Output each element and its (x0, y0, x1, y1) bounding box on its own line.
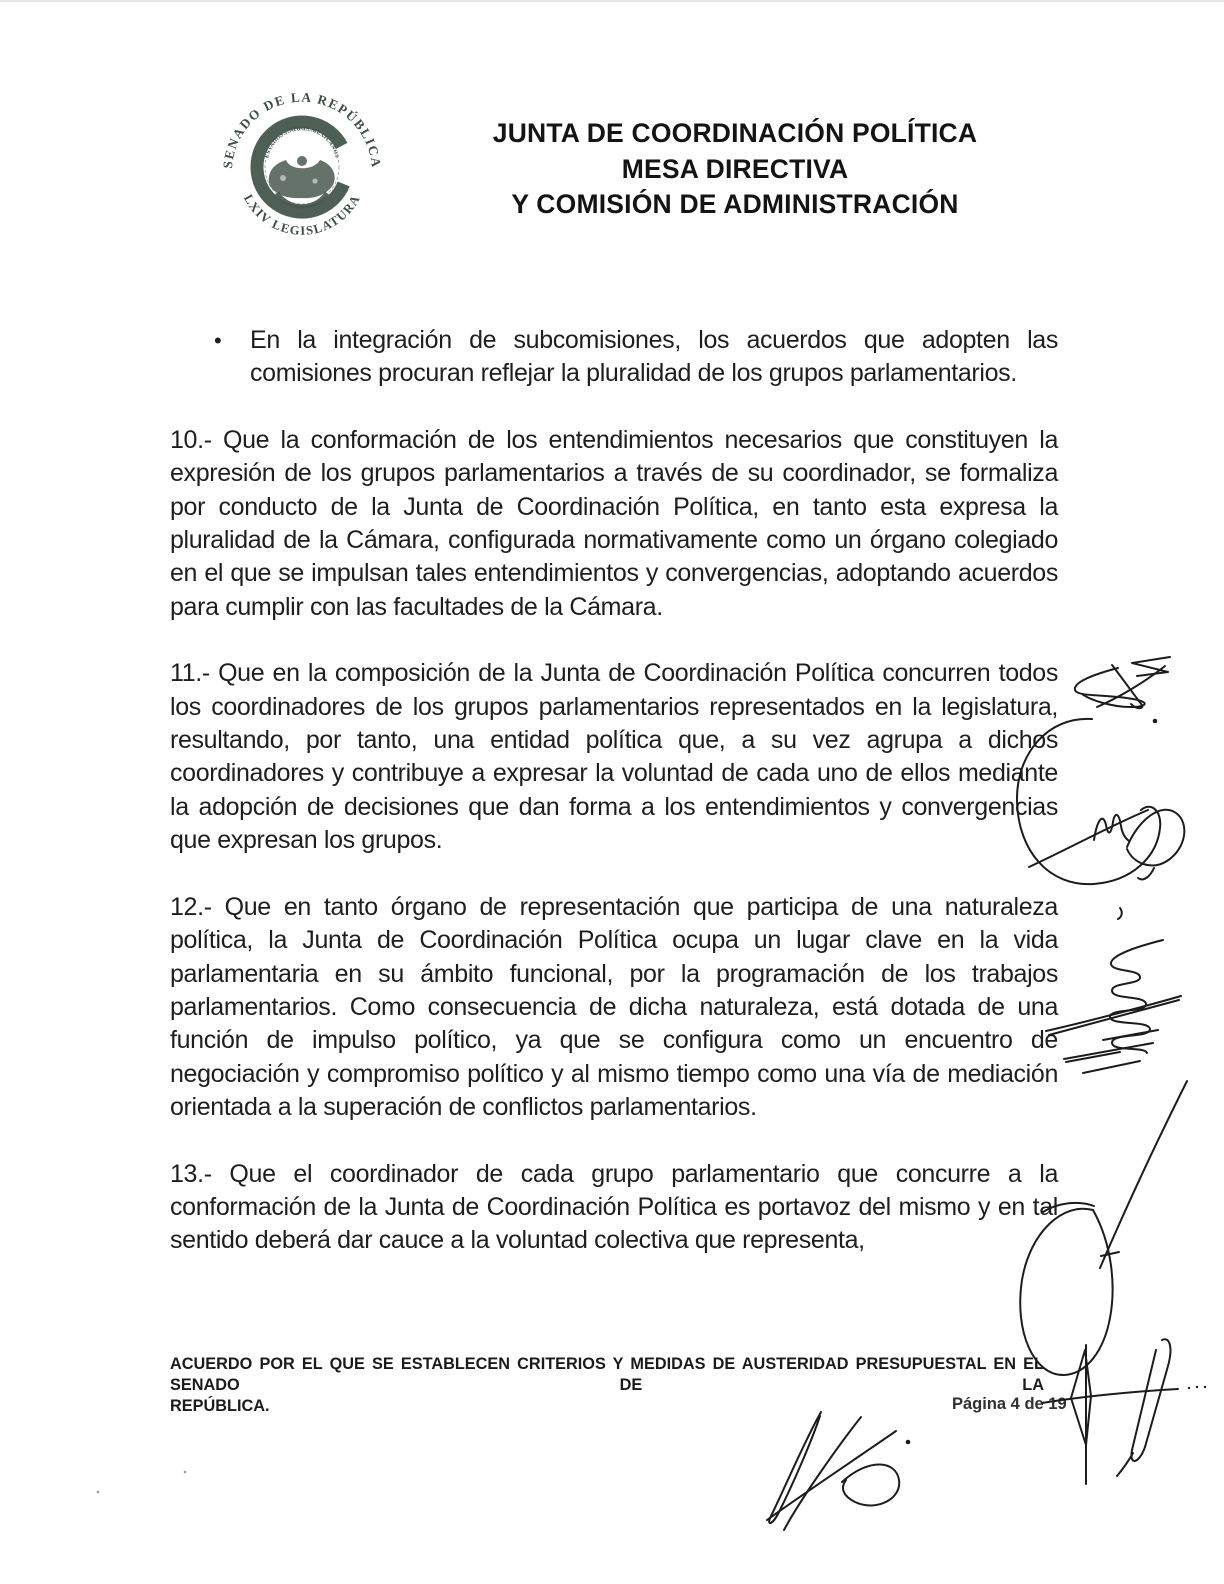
title-line-2: MESA DIRECTIVA (621, 153, 849, 184)
footer-note (170, 1354, 1044, 1417)
footer-note-line-1: ACUERDO POR EL QUE SE ESTABLECEN CRITERIOS Y MEDIDAS DE AUSTERIDAD PRESUPUESTAL EN EL SENADO DE LA (170, 1355, 1044, 1394)
paragraph-13: 13.- Que el coordinador de cada grupo parlamentario que concurre a la conformación de la Junta de Coordinación Política es portavoz del mismo y en tal sentido deberá dar cauce a la voluntad colectiva que representa, (170, 1159, 1058, 1255)
senate-seal-graphic (211, 82, 393, 244)
title-line-3: Y COMISIÓN DE ADMINISTRACIÓN (511, 189, 959, 219)
senate-seal (211, 82, 393, 244)
scan-edge-artifact (0, 0, 1224, 2)
signature-star-bottom-center (767, 1412, 910, 1530)
bullet-marker: • (214, 328, 222, 353)
page-number: Página 4 de 19 (952, 1395, 1067, 1413)
document-body (170, 324, 1058, 1258)
seal-top-arc-text: SENADO DE LA REPÚBLICA (219, 89, 385, 170)
title-line-1: JUNTA DE COORDINACIÓN POLÍTICA (492, 118, 978, 148)
bullet-item-text: En la integración de subcomisiones, los acuerdos que adopten las comisiones procuran reflejar la pluralidad de los grupos parlamentarios. (250, 326, 1058, 388)
scan-speck-marks (97, 1471, 187, 1494)
signature-zigzag-right (1046, 940, 1181, 1073)
paragraph-12: 12.- Que en tanto órgano de representación que participa de una naturaleza política, la Junta de Coordinación Política ocupa un lugar clave en la vida parlamentaria en su ámbito funcional, por la programación de los trabajos parlamentarios. Como consecuencia de dicha naturaleza, está dotada de una función de impulso político, ya que se configura como un encuentro de negociación y compromiso político y al mismo tiempo como una vía de mediación orientada a la superación de conflictos parlamentarios. (170, 892, 1058, 1122)
document-title (404, 116, 1066, 223)
paragraph-10: 10.- Que la conformación de los entendimientos necesarios que constituyen la expresión de los grupos parlamentarios a través de su coordinador, se formaliza por conducto de la Junta de Coordinación Política, en tanto esta expresa la pluralidad de la Cámara, configurada normativamente como un órgano colegiado en el que se impulsan tales entendimientos y convergencias, adoptando acuerdos para cumplir con las facultades de la Cámara. (170, 425, 1058, 621)
seal-inner-arc-text: ESTADOS UNIDOS MEXICANOS (264, 125, 340, 159)
paragraph-11: 11.- Que en la composición de la Junta de Coordinación Política concurren todos los coordinadores de los grupos parlamentarios representados en la legislatura, resultando, por tanto, una entidad política que, a su vez agrupa a dichos coordinadores y contribuye a expresar la voluntad de cada uno de ellos mediante la adopción de decisiones que dan forma a los entendimientos y convergencias que expresan los grupos. (170, 659, 1058, 855)
footer-note-line-2: REPÚBLICA. (170, 1397, 270, 1415)
signature-flourish-top-right (1075, 657, 1170, 723)
seal-bottom-arc-text: LXIV LEGISLATURA (240, 192, 364, 238)
bullet-item (170, 324, 1058, 391)
